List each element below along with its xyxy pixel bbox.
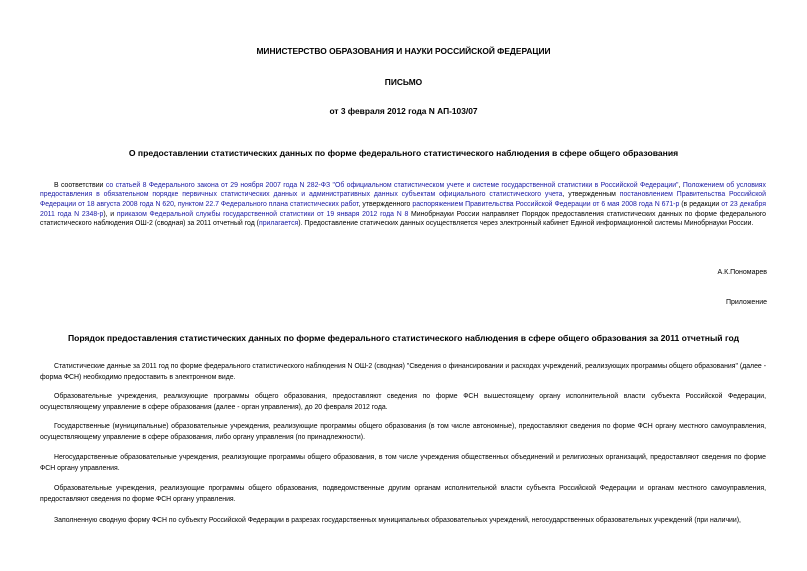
statistical-plan-link[interactable]: пунктом 22.7 Федерального плана статистических работ xyxy=(177,201,359,209)
order-paragraph: Заполненную сводную форму ФСН по субъекту Российской Федерации в разрезах государственных муниципальных образовательных учреждений, негосударственных образовательных учреждений (при наличии), xyxy=(54,517,741,524)
order-paragraph: Образовательные учреждения, реализующие программы общего образования, предоставляют сведения по форме ФСН вышестоящему органу исполнительной власти субъекта Российской Федерации, осуществляющему управление в сфере образования (далее - орган управления), до 20 февраля 2012 года. xyxy=(40,393,766,411)
body-text: , xyxy=(678,181,683,189)
order-title: Порядок предоставления статистических данных по форме федерального статистического наблюдения в сфере общего образования за 2011 отчетный год xyxy=(67,333,740,343)
regulation-link[interactable]: Положением об условиях предоставления в обязательном порядке первичных статистических данных и административных данных субъектам официального статистического учета xyxy=(40,181,766,199)
body-text: ). Предоставление статических данных осуществляется через электронный кабинет Единой информационной системы Минобрнауки России. xyxy=(298,220,754,228)
order-revision-link[interactable]: от 23 декабря 2011 года N 2348-р xyxy=(40,201,766,218)
body-text: (в редакции xyxy=(679,201,722,209)
government-decree-link[interactable]: постановлением Правительства Российской Федерации от 18 августа 2008 года N 620 xyxy=(40,191,766,209)
signature: А.К.Пономарев xyxy=(717,269,767,276)
body-text: , xyxy=(173,201,178,209)
document-date-number: от 3 февраля 2012 года N АП-103/07 xyxy=(329,106,478,116)
law-article-link[interactable]: со статьей 8 Федерального закона от 29 ноября 2007 года N 282-ФЗ "Об официальном статистическом учете и системе государственной статистики в Российской Федерации" xyxy=(105,181,679,189)
body-text: ), и xyxy=(103,210,117,218)
document-subject: О предоставлении статистических данных по форме федерального статистического наблюдения в сфере общего образования xyxy=(128,148,679,158)
order-paragraph: Образовательные учреждения, реализующие программы общего образования, подведомственные другим органам исполнительной власти субъекта Российской Федерации и органам местного самоуправления, предоставляют сведения по форме ФСН органу управления. xyxy=(40,485,766,503)
appendix-label: Приложение xyxy=(725,299,767,306)
rosstat-order-link[interactable]: приказом Федеральной службы государственной статистики от 19 января 2012 года N 8 xyxy=(116,210,409,218)
body-text: , утвержденным xyxy=(562,191,620,199)
body-text: В соответствии xyxy=(54,181,106,189)
attachment-link[interactable]: прилагается xyxy=(258,220,299,228)
order-paragraph: Государственные (муниципальные) образовательные учреждения, реализующие программы общего образования (в том числе автономные), предоставляют сведения по форме ФСН органу местного самоуправления, осуществляющему управление в сфере образования, либо органу управления (по принадлежности). xyxy=(40,423,766,441)
ministry-heading: МИНИСТЕРСТВО ОБРАЗОВАНИЯ И НАУКИ РОССИЙСКОЙ ФЕДЕРАЦИИ xyxy=(256,46,551,56)
document-type-heading: ПИСЬМО xyxy=(384,77,423,87)
letter-body xyxy=(40,181,766,229)
order-paragraph: Статистические данные за 2011 год по форме федерального статистического наблюдения N ОШ-2 (сводная) "Сведения о финансировании и расходах учреждений, реализующих программы общего образования" (далее - форма ФСН) необходимо предоставить в электронном виде. xyxy=(40,363,766,381)
order-paragraph: Негосударственные образовательные учреждения, реализующие программы общего образования, в том числе учреждения общественных объединений и религиозных организаций, предоставляют сведения по форме ФСН органу управления. xyxy=(40,454,766,472)
government-order-link[interactable]: распоряжением Правительства Российской Федерации от 6 мая 2008 года N 671-р xyxy=(412,201,680,209)
body-text: Минобрнауки России направляет Порядок предоставления статистических данных по форме федерального статистического наблюдения ОШ-2 (сводная) за 2011 отчетный год ( xyxy=(40,210,766,228)
body-text: , утвержденного xyxy=(358,201,413,209)
